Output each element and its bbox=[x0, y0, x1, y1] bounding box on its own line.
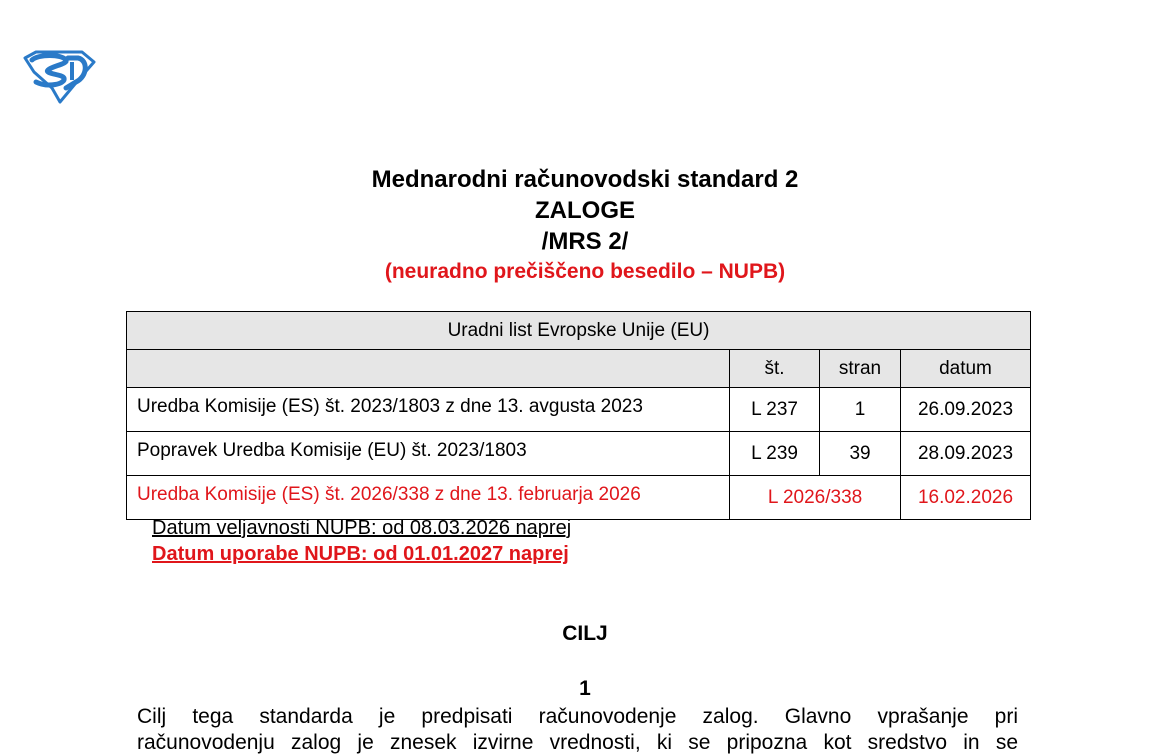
row-description: Popravek Uredba Komisije (EU) št. 2023/1803 bbox=[127, 432, 730, 476]
row-description: Uredba Komisije (ES) št. 2023/1803 z dne 13. avgusta 2023 bbox=[127, 388, 730, 432]
row-datum: 26.09.2023 bbox=[900, 388, 1030, 432]
paragraph-text: računovodenju zalog je znesek izvirne vrednosti, ki se pripozna kot sredstvo in se bbox=[137, 731, 1018, 754]
table-columns-row bbox=[127, 350, 1031, 388]
row-description: Uredba Komisije (ES) št. 2026/338 z dne 13. februarja 2026 bbox=[127, 476, 730, 520]
row-stran: 39 bbox=[820, 432, 901, 476]
column-header-datum: datum bbox=[900, 350, 1030, 388]
standard-code: /MRS 2/ bbox=[541, 228, 629, 255]
validity-date: Datum veljavnosti NUPB: od 08.03.2026 naprej bbox=[152, 517, 572, 539]
row-datum: 16.02.2026 bbox=[900, 476, 1030, 520]
table-row bbox=[127, 476, 1031, 520]
document-title: Mednarodni računovodski standard 2 bbox=[371, 166, 799, 193]
sd-logo-icon bbox=[22, 48, 96, 104]
paragraph-text: Cilj tega standarda je predpisati računovodenje zalog. Glavno vprašanje pri bbox=[137, 705, 1018, 728]
section-heading: CILJ bbox=[562, 622, 608, 645]
row-st-stran: L 2026/338 bbox=[730, 476, 901, 520]
table-row bbox=[127, 432, 1031, 476]
table-caption: Uradni list Evropske Unije (EU) bbox=[127, 312, 1031, 350]
document-subtitle: ZALOGE bbox=[535, 197, 635, 224]
row-stran: 1 bbox=[820, 388, 901, 432]
column-header-desc bbox=[127, 350, 730, 388]
row-st: L 239 bbox=[730, 432, 820, 476]
application-date: Datum uporabe NUPB: od 01.01.2027 naprej bbox=[152, 543, 569, 565]
table-header-row bbox=[127, 312, 1031, 350]
official-journal-table bbox=[126, 311, 1031, 520]
table-row bbox=[127, 388, 1031, 432]
paragraph-number: 1 bbox=[579, 677, 591, 700]
column-header-stran: stran bbox=[820, 350, 901, 388]
unofficial-text-note: (neuradno prečiščeno besedilo – NUPB) bbox=[384, 260, 786, 283]
row-st: L 237 bbox=[730, 388, 820, 432]
row-datum: 28.09.2023 bbox=[900, 432, 1030, 476]
column-header-st: št. bbox=[730, 350, 820, 388]
